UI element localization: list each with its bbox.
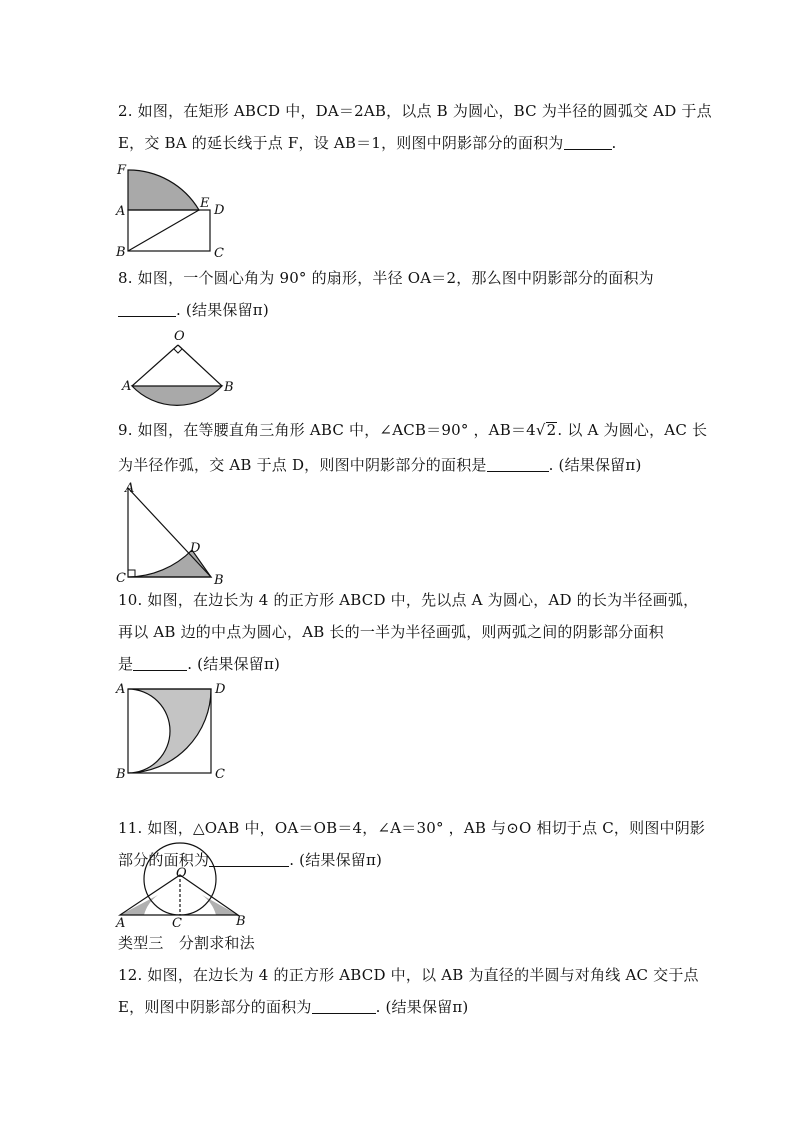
q11-text-a: 部分的面积为 bbox=[118, 851, 210, 869]
q2-diagram bbox=[112, 160, 232, 260]
q11-label-a: A bbox=[116, 916, 126, 931]
q2-label-a: A bbox=[116, 204, 126, 219]
q9-line-2 bbox=[118, 455, 642, 475]
q8-right-angle-mark bbox=[174, 349, 182, 353]
q10-label-c: C bbox=[215, 767, 225, 782]
q2-label-d: D bbox=[214, 203, 225, 218]
q10-shaded-region bbox=[128, 689, 211, 773]
q9-label-d: D bbox=[190, 541, 201, 556]
q8-figure bbox=[118, 325, 248, 414]
q9-text-a: 9. 如图，在等腰直角三角形 ABC 中，∠ACB＝90° ，AB＝4 bbox=[118, 421, 536, 439]
q9-right-angle-mark bbox=[128, 570, 135, 577]
q9-text-c: 为半径作弧，交 AB 于点 D，则图中阴影部分的面积是 bbox=[118, 456, 487, 474]
q2-segment-be bbox=[128, 210, 199, 251]
q11-line-1: 11. 如图，△OAB 中，OA＝OB＝4，∠A＝30° ，AB 与⊙O 相切于点 C，则图中阴影 bbox=[118, 819, 706, 837]
q9-label-c: C bbox=[116, 571, 126, 586]
q8-shaded-segment bbox=[132, 386, 222, 405]
q9-figure bbox=[112, 480, 232, 594]
q12-answer-blank[interactable] bbox=[312, 999, 376, 1014]
q8-radius-ob bbox=[178, 345, 222, 386]
q2-label-f: F bbox=[117, 163, 127, 178]
q10-label-a: A bbox=[116, 682, 126, 697]
q10-label-d: D bbox=[215, 682, 226, 697]
q2-shaded-region bbox=[128, 170, 199, 210]
q2-period: . bbox=[611, 134, 617, 152]
q9-label-a: A bbox=[125, 481, 135, 496]
q10-text-a: 是 bbox=[118, 655, 134, 673]
q2-label-c: C bbox=[214, 246, 224, 261]
q10-figure bbox=[112, 678, 232, 788]
q2-figure bbox=[112, 160, 232, 264]
q8-line-1: 8. 如图，一个圆心角为 90° 的扇形，半径 OA＝2，那么图中阴影部分的面积为 bbox=[118, 269, 654, 287]
q12-text-a: E，则图中阴影部分的面积为 bbox=[118, 998, 312, 1016]
q11-diagram bbox=[112, 838, 252, 933]
q10-line-1: 10. 如图，在边长为 4 的正方形 ABCD 中，先以点 A 为圆心，AD 的长为半径画弧， bbox=[118, 591, 699, 609]
q10-diagram bbox=[112, 678, 232, 784]
q8-label-b: B bbox=[224, 380, 234, 395]
q9-answer-blank[interactable] bbox=[487, 457, 549, 472]
q2-answer-blank[interactable] bbox=[564, 135, 612, 150]
q11-figure bbox=[112, 838, 252, 937]
q2-label-e: E bbox=[200, 196, 210, 211]
q9-text-d: . (结果保留π) bbox=[548, 456, 642, 474]
q10-line-2: 再以 AB 边的中点为圆心，AB 长的一半为半径画弧，则两弧之间的阴影部分面积 bbox=[118, 623, 664, 641]
q2-line-1: 2. 如图，在矩形 ABCD 中，DA＝2AB，以点 B 为圆心，BC 为半径的圆弧交 AD 于点 bbox=[118, 102, 712, 120]
q9-text-b: . 以 A 为圆心，AC 长 bbox=[557, 421, 708, 439]
q9-triangle bbox=[128, 488, 211, 577]
q8-line-2 bbox=[118, 300, 269, 320]
q11-label-b: B bbox=[236, 914, 246, 929]
q8-label-a: A bbox=[122, 379, 132, 394]
q9-label-b: B bbox=[214, 573, 224, 588]
q11-label-o: O bbox=[176, 866, 187, 881]
q12-line-1: 12. 如图，在边长为 4 的正方形 ABCD 中，以 AB 为直径的半圆与对角线 AC 交于点 bbox=[118, 966, 699, 984]
q9-line-1: 9. 如图，在等腰直角三角形 ABC 中，∠ACB＝90° ，AB＝4√2. 以 A 为圆心，AC 长 bbox=[118, 421, 708, 439]
q8-diagram bbox=[118, 325, 248, 410]
q2-text: E，交 BA 的延长线于点 F，设 AB＝1，则图中阴影部分的面积为 bbox=[118, 134, 564, 152]
q11-shaded-left bbox=[120, 895, 158, 915]
q10-line-3 bbox=[118, 654, 280, 674]
q2-line-2 bbox=[118, 133, 616, 153]
q10-label-b: B bbox=[116, 767, 126, 782]
q2-rectangle bbox=[128, 210, 210, 251]
q12-text-b: . (结果保留π) bbox=[375, 998, 469, 1016]
q8-text: . (结果保留π) bbox=[176, 301, 269, 319]
q8-radius-oa bbox=[132, 345, 178, 386]
q11-text-b: . (结果保留π) bbox=[289, 851, 383, 869]
q10-text-b: . (结果保留π) bbox=[187, 655, 281, 673]
q10-answer-blank[interactable] bbox=[133, 656, 187, 671]
q11-label-c: C bbox=[172, 916, 182, 931]
q12-line-2 bbox=[118, 997, 468, 1017]
q9-sqrt: 2 bbox=[546, 421, 557, 439]
q9-diagram bbox=[112, 480, 232, 590]
q8-answer-blank[interactable] bbox=[118, 302, 176, 317]
q8-label-o: O bbox=[174, 329, 185, 344]
section-heading: 类型三 分割求和法 bbox=[118, 934, 255, 952]
q2-label-b: B bbox=[116, 245, 126, 260]
